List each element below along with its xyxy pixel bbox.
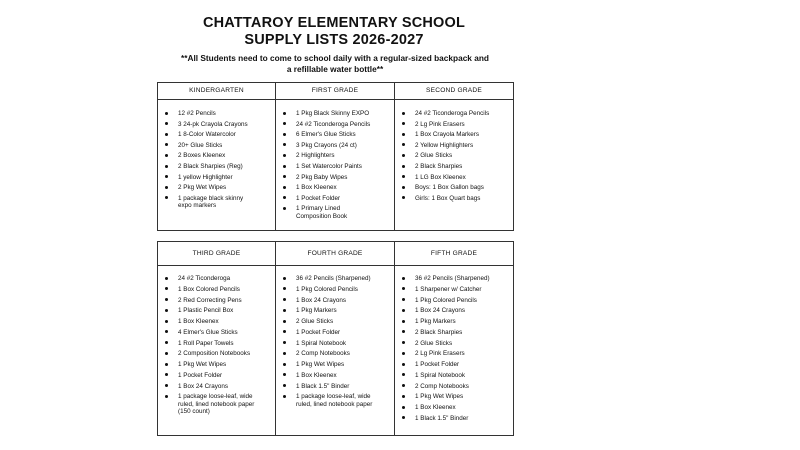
supply-item-text: 1 Pkg Markers bbox=[296, 307, 337, 315]
supply-item bbox=[164, 393, 271, 416]
supply-item-text: 1 Box 24 Crayons bbox=[178, 382, 229, 390]
supply-item bbox=[282, 174, 390, 182]
bullet-icon bbox=[165, 373, 168, 376]
supply-item bbox=[164, 163, 271, 171]
grade-header: FIFTH GRADE bbox=[395, 242, 513, 266]
bullet-icon bbox=[283, 330, 286, 333]
supply-item-text: 1 Box Colored Pencils bbox=[178, 285, 240, 293]
supply-item-text: 1 Box Crayola Markers bbox=[415, 131, 480, 139]
supply-item-text: 1 Spiral Notebook bbox=[415, 371, 466, 379]
supply-item bbox=[282, 307, 390, 315]
bullet-icon bbox=[402, 112, 405, 115]
supply-list bbox=[276, 266, 394, 412]
bullet-icon bbox=[402, 395, 405, 398]
supply-item-text: Girls: 1 Box Quart bags bbox=[415, 194, 481, 202]
supply-item bbox=[164, 329, 271, 337]
bullet-icon bbox=[165, 287, 168, 290]
bullet-icon bbox=[165, 186, 168, 189]
supply-item-text: 2 Black Sharpies (Reg) bbox=[178, 162, 243, 170]
supply-item bbox=[282, 184, 390, 192]
bullet-icon bbox=[402, 186, 405, 189]
supply-item-text: 1 Black 1.5" Binder bbox=[296, 382, 350, 390]
bullet-icon bbox=[402, 196, 405, 199]
bullet-icon bbox=[283, 395, 286, 398]
supply-item-text: 2 Glue Sticks bbox=[415, 339, 453, 347]
supply-item bbox=[164, 121, 271, 129]
grade-header: SECOND GRADE bbox=[395, 83, 513, 100]
bullet-icon bbox=[165, 298, 168, 301]
bullet-icon bbox=[165, 154, 168, 157]
bullet-icon bbox=[402, 143, 405, 146]
supply-item bbox=[282, 318, 390, 326]
supply-item bbox=[401, 195, 509, 203]
supply-item bbox=[401, 131, 509, 139]
supply-item-text: 12 #2 Pencils bbox=[178, 110, 216, 117]
bullet-icon bbox=[283, 165, 286, 168]
supply-item bbox=[164, 142, 271, 150]
supply-item bbox=[401, 275, 509, 283]
bullet-icon bbox=[165, 196, 168, 199]
supply-item-text: 1 Box Kleenex bbox=[415, 404, 456, 411]
supply-item bbox=[282, 297, 390, 305]
bullet-icon bbox=[283, 154, 286, 157]
bullet-icon bbox=[165, 384, 168, 387]
supply-item-text: 1 8-Color Watercolor bbox=[178, 131, 236, 139]
supply-item bbox=[164, 372, 271, 380]
supply-list bbox=[276, 100, 394, 223]
supply-item-text: 2 Comp Notebooks bbox=[415, 382, 469, 390]
supply-item bbox=[164, 110, 271, 118]
supply-item-text: ruled, lined notebook paper bbox=[296, 400, 373, 408]
bullet-icon bbox=[402, 122, 405, 125]
supply-item bbox=[282, 163, 390, 171]
bullet-icon bbox=[283, 122, 286, 125]
bullet-icon bbox=[402, 133, 405, 136]
supply-item bbox=[282, 152, 390, 160]
supply-item-text: 3 Pkg Crayons (24 ct) bbox=[296, 141, 357, 149]
supply-item-text: 1 Pkg Black Skinny EXPO bbox=[296, 110, 370, 117]
supply-item-text: 1 package loose-leaf, wide bbox=[178, 393, 253, 401]
bullet-icon bbox=[165, 122, 168, 125]
supply-item-text: 2 Pkg Wet Wipes bbox=[178, 184, 227, 192]
bullet-icon bbox=[283, 320, 286, 323]
supply-item-text: 1 Roll Paper Towels bbox=[178, 339, 234, 347]
supply-item bbox=[401, 174, 509, 182]
grade-header: THIRD GRADE bbox=[158, 242, 275, 266]
supply-item bbox=[164, 275, 271, 283]
supply-list bbox=[158, 100, 275, 213]
bullet-icon bbox=[165, 133, 168, 136]
bullet-icon bbox=[283, 309, 286, 312]
supply-item-text: 2 Red Correcting Pens bbox=[178, 296, 242, 304]
grade-header: FOURTH GRADE bbox=[276, 242, 394, 266]
bullet-icon bbox=[165, 395, 168, 398]
bullet-icon bbox=[402, 175, 405, 178]
supply-item bbox=[282, 195, 390, 203]
supply-item-text: 1 Pkg Wet Wipes bbox=[296, 361, 345, 368]
supply-item-text: 20+ Glue Sticks bbox=[178, 141, 223, 149]
bullet-icon bbox=[402, 384, 405, 387]
supply-item bbox=[282, 110, 390, 118]
bullet-icon bbox=[165, 352, 168, 355]
bullet-icon bbox=[402, 320, 405, 323]
supply-item-text: 4 Elmer's Glue Sticks bbox=[178, 328, 238, 336]
supply-item-text: 6 Elmer's Glue Sticks bbox=[296, 131, 356, 139]
supply-item-text: 1 LG Box Kleenex bbox=[415, 173, 466, 181]
supply-list-subtitle: SUPPLY LISTS 2026-2027 bbox=[244, 32, 424, 48]
bullet-icon bbox=[283, 133, 286, 136]
supply-item bbox=[164, 318, 271, 326]
bullet-icon bbox=[283, 352, 286, 355]
supply-item-text: 2 Lg Pink Erasers bbox=[415, 350, 465, 358]
bullet-icon bbox=[283, 341, 286, 344]
grade-header: KINDERGARTEN bbox=[158, 83, 275, 100]
supply-item-text: 36 #2 Pencils (Sharpened) bbox=[296, 275, 371, 282]
bullet-icon bbox=[283, 373, 286, 376]
bullet-icon bbox=[283, 384, 286, 387]
supply-item-text: 1 Box Kleenex bbox=[296, 184, 337, 192]
backpack-note bbox=[165, 53, 505, 74]
bullet-icon bbox=[402, 154, 405, 157]
supply-item-text: 1 Pkg Wet Wipes bbox=[178, 361, 227, 368]
supply-item bbox=[401, 152, 509, 160]
supply-item-text: 2 Yellow Highlighters bbox=[415, 141, 474, 149]
supply-item bbox=[401, 404, 509, 412]
bullet-icon bbox=[402, 277, 405, 280]
bullet-icon bbox=[402, 373, 405, 376]
supply-item bbox=[401, 286, 509, 294]
bullet-icon bbox=[165, 330, 168, 333]
supply-item-text: 2 Pkg Baby Wipes bbox=[296, 173, 348, 181]
supply-item-text: 1 Box 24 Crayons bbox=[415, 307, 466, 315]
supply-item bbox=[282, 275, 390, 283]
supply-item bbox=[164, 286, 271, 294]
supply-item-text: 1 Black 1.5" Binder bbox=[415, 414, 469, 422]
supply-item-text: 24 #2 Ticonderoga Pencils bbox=[296, 120, 371, 128]
bullet-icon bbox=[165, 277, 168, 280]
bullet-icon bbox=[402, 363, 405, 366]
supply-item bbox=[282, 121, 390, 129]
supply-item bbox=[164, 297, 271, 305]
supply-item bbox=[401, 142, 509, 150]
supply-item-text: 1 Spiral Notebook bbox=[296, 339, 347, 347]
bullet-icon bbox=[165, 363, 168, 366]
grade-column-fifth-grade bbox=[395, 242, 513, 435]
supply-item bbox=[401, 372, 509, 380]
supply-item-text: 1 Pkg Wet Wipes bbox=[415, 393, 464, 401]
bullet-icon bbox=[402, 309, 405, 312]
bullet-icon bbox=[402, 406, 405, 409]
supply-item-text: (150 count) bbox=[178, 408, 210, 416]
bullet-icon bbox=[283, 363, 286, 366]
bullet-icon bbox=[165, 341, 168, 344]
school-title: CHATTAROY ELEMENTARY SCHOOL bbox=[202, 15, 466, 31]
supply-list bbox=[395, 100, 513, 205]
bullet-icon bbox=[283, 207, 286, 210]
supply-item-text: 2 Comp Notebooks bbox=[296, 350, 350, 358]
bullet-icon bbox=[283, 298, 286, 301]
supply-item-text: 1 Box 24 Crayons bbox=[296, 296, 347, 304]
supply-item bbox=[401, 350, 509, 358]
bullet-icon bbox=[165, 309, 168, 312]
supply-table-k-2 bbox=[157, 82, 514, 231]
supply-item-text: 1 Pkg Colored Pencils bbox=[296, 285, 358, 293]
supply-item-text: 2 Boxes Kleenex bbox=[178, 152, 226, 160]
supply-item bbox=[282, 361, 390, 369]
supply-item-text: 2 Glue Sticks bbox=[415, 152, 453, 160]
bullet-icon bbox=[402, 352, 405, 355]
grade-column-second-grade bbox=[395, 83, 513, 230]
supply-item bbox=[401, 361, 509, 369]
supply-item-text: 1 Pkg Markers bbox=[415, 318, 456, 325]
bullet-icon bbox=[165, 165, 168, 168]
bullet-icon bbox=[402, 341, 405, 344]
bullet-icon bbox=[283, 143, 286, 146]
supply-item-text: 1 Sharpener w/ Catcher bbox=[415, 285, 482, 293]
bullet-icon bbox=[402, 165, 405, 168]
supply-item-text: 1 Pkg Colored Pencils bbox=[415, 296, 477, 304]
supply-item-text: 24 #2 Ticonderoga Pencils bbox=[415, 110, 490, 117]
supply-item bbox=[164, 350, 271, 358]
supply-item-text: 1 Pocket Folder bbox=[415, 361, 460, 368]
supply-item bbox=[401, 121, 509, 129]
supply-item-text: 1 Box Kleenex bbox=[296, 371, 337, 379]
supply-item bbox=[164, 340, 271, 348]
supply-item-text: 2 Black Sharpies bbox=[415, 328, 463, 336]
supply-item-text: 1 Pocket Folder bbox=[296, 328, 341, 336]
supply-item-text: 1 package black skinny bbox=[178, 194, 244, 202]
supply-item bbox=[401, 329, 509, 337]
supply-item-text: 1 Pocket Folder bbox=[178, 371, 223, 379]
supply-item-text: 1 yellow Highlighter bbox=[178, 173, 233, 181]
bullet-icon bbox=[402, 298, 405, 301]
bullet-icon bbox=[165, 175, 168, 178]
supply-item-text: 1 Box Kleenex bbox=[178, 318, 219, 325]
supply-item bbox=[282, 205, 390, 220]
supply-item-text: Boys: 1 Box Gallon bags bbox=[415, 184, 484, 192]
supply-item bbox=[401, 297, 509, 305]
supply-item bbox=[282, 393, 390, 408]
bullet-icon bbox=[283, 112, 286, 115]
supply-item bbox=[164, 195, 271, 210]
supply-item-text: expo markers bbox=[178, 202, 217, 210]
supply-item-text: 1 Plastic Pencil Box bbox=[178, 307, 234, 315]
grade-column-third-grade bbox=[158, 242, 276, 435]
supply-item bbox=[282, 286, 390, 294]
supply-list bbox=[158, 266, 275, 419]
bullet-icon bbox=[165, 320, 168, 323]
supply-item bbox=[164, 174, 271, 182]
bullet-icon bbox=[283, 196, 286, 199]
supply-item bbox=[164, 383, 271, 391]
supply-item-text: 1 package loose-leaf, wide bbox=[296, 393, 371, 401]
backpack-note-line-2: a refillable water bottle** bbox=[286, 63, 384, 74]
bullet-icon bbox=[165, 112, 168, 115]
supply-item-text: 3 24-pk Crayola Crayons bbox=[178, 120, 248, 128]
supply-item bbox=[401, 340, 509, 348]
grade-column-fourth-grade bbox=[276, 242, 395, 435]
bullet-icon bbox=[402, 330, 405, 333]
bullet-icon bbox=[165, 143, 168, 146]
supply-item bbox=[401, 184, 509, 192]
supply-item-text: 2 Composition Notebooks bbox=[178, 350, 251, 358]
supply-item bbox=[401, 415, 509, 423]
supply-item bbox=[401, 383, 509, 391]
supply-item bbox=[282, 131, 390, 139]
supply-item bbox=[282, 329, 390, 337]
bullet-icon bbox=[402, 287, 405, 290]
supply-item bbox=[164, 131, 271, 139]
supply-item bbox=[401, 163, 509, 171]
supply-item-text: ruled, lined notebook paper bbox=[178, 400, 255, 408]
supply-item bbox=[164, 361, 271, 369]
supply-item-text: 1 Pocket Folder bbox=[296, 194, 341, 202]
supply-item bbox=[401, 393, 509, 401]
supply-item bbox=[401, 110, 509, 118]
supply-item bbox=[164, 307, 271, 315]
supply-item bbox=[282, 142, 390, 150]
supply-item bbox=[282, 350, 390, 358]
supply-item bbox=[164, 184, 271, 192]
backpack-note-line-1: **All Students need to come to school daily with a regular-sized backpack and bbox=[181, 53, 489, 63]
bullet-icon bbox=[283, 186, 286, 189]
supply-list bbox=[395, 266, 513, 426]
bullet-icon bbox=[402, 416, 405, 419]
supply-table-3-5 bbox=[157, 241, 514, 436]
supply-item bbox=[401, 307, 509, 315]
supply-item-text: 2 Glue Sticks bbox=[296, 318, 334, 325]
supply-item-text: 2 Lg Pink Erasers bbox=[415, 120, 465, 128]
supply-item-text: 24 #2 Ticonderoga bbox=[178, 275, 231, 282]
bullet-icon bbox=[283, 287, 286, 290]
bullet-icon bbox=[283, 277, 286, 280]
supply-item-text: 2 Black Sharpies bbox=[415, 162, 463, 170]
supply-item bbox=[282, 340, 390, 348]
supply-item-text: 1 Primary Lined bbox=[296, 205, 341, 213]
supply-item bbox=[164, 152, 271, 160]
grade-header: FIRST GRADE bbox=[276, 83, 394, 100]
supply-item bbox=[401, 318, 509, 326]
supply-item-text: Composition Book bbox=[296, 212, 348, 220]
bullet-icon bbox=[283, 175, 286, 178]
supply-item-text: 36 #2 Pencils (Sharpened) bbox=[415, 275, 490, 282]
grade-column-kindergarten bbox=[158, 83, 276, 230]
supply-item bbox=[282, 383, 390, 391]
supply-item-text: 1 Set Watercolor Paints bbox=[296, 162, 362, 170]
supply-item-text: 2 Highlighters bbox=[296, 152, 335, 160]
grade-column-first-grade bbox=[276, 83, 395, 230]
supply-item bbox=[282, 372, 390, 380]
